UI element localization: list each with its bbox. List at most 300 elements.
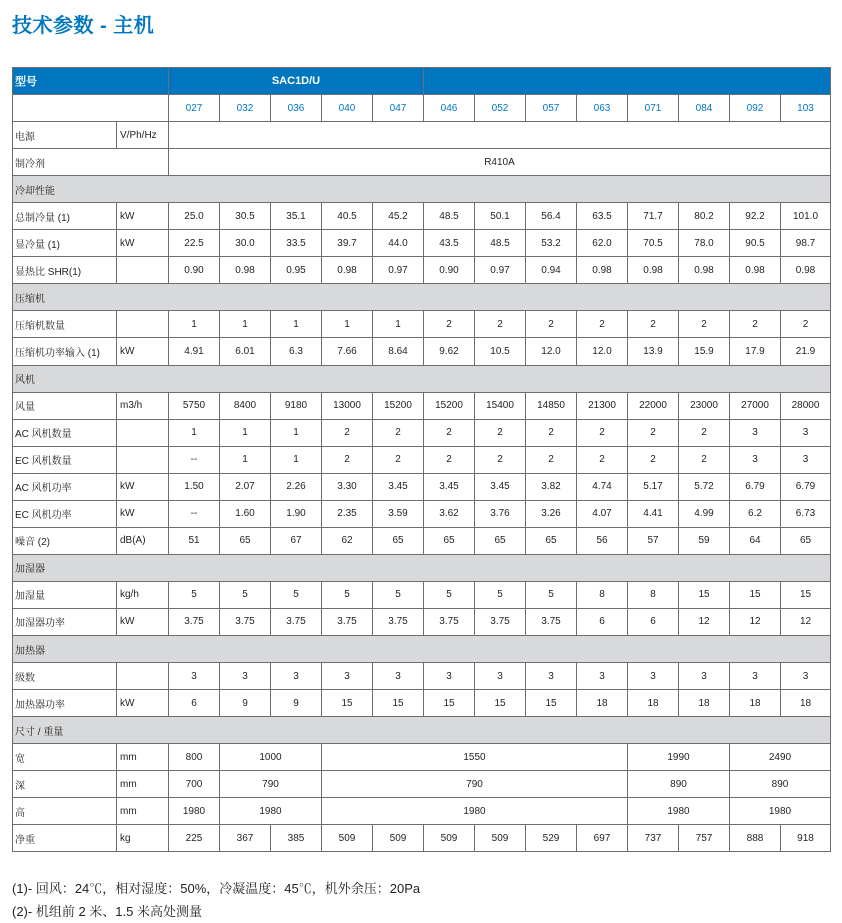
value-cell: 0.94 [526,257,577,284]
value-cell: 6.2 [730,500,781,527]
value-cell: 3.75 [271,608,322,635]
table-row-humidifier_capacity [13,581,831,608]
value-cell: 2 [373,446,424,473]
value-cell: 3 [730,446,781,473]
value-cell: 4.99 [679,500,730,527]
value-cell: 1 [169,419,220,446]
value-cell: 101.0 [781,203,831,230]
row-unit: mm [117,798,169,825]
value-cell: 2 [628,446,679,473]
value-cell: 3.75 [424,608,475,635]
value-cell: 9 [271,690,322,717]
value-cell: 4.07 [577,500,628,527]
value-cell: 18 [730,690,781,717]
series-label-blank [424,68,831,95]
value-cell: 33.5 [271,230,322,257]
table-row-ec_fan_power [13,500,831,527]
value-cell: 5750 [169,392,220,419]
value-cell: 39.7 [322,230,373,257]
value-cell: 98.7 [781,230,831,257]
row-label: 噪音 (2) [13,527,117,554]
value-cell: 2 [322,446,373,473]
model-number: 063 [577,95,628,122]
value-cell: 5.72 [679,473,730,500]
value-cell: 65 [424,527,475,554]
value-cell: 22.5 [169,230,220,257]
value-cell: 0.95 [271,257,322,284]
value-cell: 0.98 [577,257,628,284]
value-cell: 1550 [322,744,628,771]
section-title: 压缩机 [13,284,831,311]
value-cell: 3 [781,663,831,690]
value-cell: 1980 [220,798,322,825]
value-cell: 3 [271,663,322,690]
model-label: 型号 [13,68,169,95]
value-cell: 2 [679,419,730,446]
value-cell: 10.5 [475,338,526,365]
value-cell: 15 [781,581,831,608]
row-label: 加湿量 [13,581,117,608]
value-cell: 5.17 [628,473,679,500]
value-cell: 6 [577,608,628,635]
value-cell: 43.5 [424,230,475,257]
value-cell: 4.41 [628,500,679,527]
footnotes [12,877,420,923]
section-row-humidifier [13,554,831,581]
value-cell: 9 [220,690,271,717]
value-cell: 25.0 [169,203,220,230]
value-cell: 2 [781,311,831,338]
row-unit: mm [117,744,169,771]
value-cell: 509 [373,825,424,852]
spec-table [12,67,831,852]
value-cell: 5 [526,581,577,608]
value-cell: 14850 [526,392,577,419]
row-unit [117,663,169,690]
row-label: EC 风机数量 [13,446,117,473]
row-label: 风量 [13,392,117,419]
value-cell: 0.90 [169,257,220,284]
value-cell: 57 [628,527,679,554]
value-cell: 44.0 [373,230,424,257]
value-cell: 0.97 [475,257,526,284]
value-cell: 2 [577,419,628,446]
value-cell: 5 [169,581,220,608]
value-cell: 2 [322,419,373,446]
value-cell: 3 [781,446,831,473]
row-label: 加湿器功率 [13,608,117,635]
value-cell: 790 [220,771,322,798]
value-cell: 17.9 [730,338,781,365]
row-label: EC 风机功率 [13,500,117,527]
row-unit: m3/h [117,392,169,419]
table-row-airflow [13,392,831,419]
value-cell: 3.62 [424,500,475,527]
value-cell: 48.5 [424,203,475,230]
value-cell: 40.5 [322,203,373,230]
row-label: 加热器功率 [13,690,117,717]
value-cell: 3 [169,663,220,690]
footnote-2: (2)- 机组前 2 米、1.5 米高处测量 [12,904,202,919]
row-unit: kW [117,338,169,365]
value-cell: 1.90 [271,500,322,527]
value-cell: 64 [730,527,781,554]
table-row-shr [13,257,831,284]
value-cell: 0.97 [373,257,424,284]
value-cell: 225 [169,825,220,852]
value-cell: 15 [679,581,730,608]
value-cell: 918 [781,825,831,852]
value-cell: 80.2 [679,203,730,230]
value-cell: 4.91 [169,338,220,365]
value-cell: 1990 [628,744,730,771]
row-label: 总制冷量 (1) [13,203,117,230]
value-cell: 3.75 [220,608,271,635]
value-cell: -- [169,500,220,527]
footnote-1: (1)- 回风：24℃，相对湿度：50%，冷凝温度：45℃，机外余压：20Pa [12,881,421,896]
value-cell: 2 [628,311,679,338]
value-cell: 22000 [628,392,679,419]
section-title: 风机 [13,365,831,392]
value-cell: 63.5 [577,203,628,230]
value-cell: 8400 [220,392,271,419]
value-cell: 30.0 [220,230,271,257]
value-cell: 12.0 [526,338,577,365]
value-cell: 2 [475,419,526,446]
value-cell: 5 [424,581,475,608]
value-cell: 2 [628,419,679,446]
value-cell: 65 [220,527,271,554]
row-label: 级数 [13,663,117,690]
value-cell: 78.0 [679,230,730,257]
value-cell: 5 [271,581,322,608]
value-cell: 6 [169,690,220,717]
value-cell: -- [169,446,220,473]
section-row-fan [13,365,831,392]
value-cell: 3 [220,663,271,690]
row-unit: kW [117,608,169,635]
value-cell: 23000 [679,392,730,419]
value-cell: 18 [628,690,679,717]
section-title: 尺寸 / 重量 [13,717,831,744]
value-cell: 1.60 [220,500,271,527]
value-cell: 12 [679,608,730,635]
value-cell: 2 [577,311,628,338]
row-unit [117,446,169,473]
table-row-heater_stages [13,663,831,690]
value-cell: 12.0 [577,338,628,365]
value-cell: 13.9 [628,338,679,365]
value-cell: 3.82 [526,473,577,500]
value-cell: 3 [577,663,628,690]
value-cell: 65 [781,527,831,554]
table-row-net_weight [13,825,831,852]
value-cell: 757 [679,825,730,852]
value-cell: 56.4 [526,203,577,230]
model-number: 040 [322,95,373,122]
value-cell: 1980 [169,798,220,825]
value-cell: 62.0 [577,230,628,257]
model-number: 103 [781,95,831,122]
value-cell: 700 [169,771,220,798]
value-cell: 1 [220,311,271,338]
value-cell: 5 [322,581,373,608]
value-cell: 9.62 [424,338,475,365]
model-number: 036 [271,95,322,122]
table-row-refrigerant [13,149,831,176]
value-cell: 2 [526,419,577,446]
value-cell: 18 [781,690,831,717]
value-cell: 3 [628,663,679,690]
value-cell: 2 [526,311,577,338]
model-spacer [13,95,169,122]
value-cell: 509 [475,825,526,852]
value-cell: 90.5 [730,230,781,257]
value-cell: 8 [628,581,679,608]
row-unit: kW [117,230,169,257]
table-row-humidifier_power [13,608,831,635]
row-label: 压缩机数量 [13,311,117,338]
value-cell: 3 [475,663,526,690]
value-cell: 737 [628,825,679,852]
value-cell: 0.98 [628,257,679,284]
value-cell [169,122,831,149]
value-cell: 385 [271,825,322,852]
value-cell: 0.98 [781,257,831,284]
value-cell: 35.1 [271,203,322,230]
value-cell: 3 [781,419,831,446]
table-row-ac_fan_power [13,473,831,500]
value-cell: 2 [373,419,424,446]
value-cell: 3.45 [424,473,475,500]
value-cell: 3.75 [169,608,220,635]
value-cell: 2 [424,419,475,446]
row-unit: kg/h [117,581,169,608]
value-cell: 0.98 [322,257,373,284]
value-cell: 1 [271,446,322,473]
value-cell: 13000 [322,392,373,419]
value-cell: 15 [424,690,475,717]
value-cell: 2.26 [271,473,322,500]
value-cell: 1980 [628,798,730,825]
row-unit: kW [117,500,169,527]
row-label: 深 [13,771,117,798]
table-row-ec_fan_count [13,446,831,473]
section-title: 加热器 [13,635,831,662]
table-row-power-supply [13,122,831,149]
value-cell: 5 [220,581,271,608]
value-cell: 2490 [730,744,831,771]
row-unit: V/Ph/Hz [117,122,169,149]
value-cell: 3 [424,663,475,690]
value-cell: 2.07 [220,473,271,500]
value-cell: 3.75 [373,608,424,635]
row-label: 电源 [13,122,117,149]
value-cell: 2 [526,446,577,473]
value-cell: 51 [169,527,220,554]
row-label: 高 [13,798,117,825]
value-cell: 2 [679,446,730,473]
value-cell: 53.2 [526,230,577,257]
value-cell: 3.76 [475,500,526,527]
value-cell: 1 [322,311,373,338]
value-cell: 15.9 [679,338,730,365]
value-cell: 0.98 [730,257,781,284]
value-cell: 3 [526,663,577,690]
row-label: 宽 [13,744,117,771]
row-label: 显热比 SHR(1) [13,257,117,284]
section-row-heater [13,635,831,662]
header-row [13,68,831,95]
value-cell: 800 [169,744,220,771]
value-cell: 890 [628,771,730,798]
value-cell: 3.75 [526,608,577,635]
value-cell: 27000 [730,392,781,419]
table-row-sensible_cooling [13,230,831,257]
value-cell: 3.45 [373,473,424,500]
value-cell: 2 [424,311,475,338]
row-unit: mm [117,771,169,798]
value-cell: 15200 [424,392,475,419]
row-label: 制冷剂 [13,149,169,176]
value-cell: 67 [271,527,322,554]
value-cell: 509 [322,825,373,852]
table-row-depth [13,771,831,798]
value-cell: 1980 [322,798,628,825]
series-label: SAC1D/U [169,68,424,95]
value-cell: 367 [220,825,271,852]
value-cell: 18 [679,690,730,717]
model-number: 092 [730,95,781,122]
value-cell: 50.1 [475,203,526,230]
value-cell: 3.45 [475,473,526,500]
row-unit: kW [117,203,169,230]
value-cell: 15 [322,690,373,717]
section-row-compressor [13,284,831,311]
value-cell: 71.7 [628,203,679,230]
value-cell: 1 [169,311,220,338]
value-cell: 790 [322,771,628,798]
table-row-compressor_power [13,338,831,365]
value-cell: 28000 [781,392,831,419]
value-cell: 6.79 [730,473,781,500]
value-cell: 30.5 [220,203,271,230]
section-row-dimensions [13,717,831,744]
value-cell: 62 [322,527,373,554]
value-cell: 70.5 [628,230,679,257]
section-row-cooling [13,176,831,203]
value-cell: 15200 [373,392,424,419]
table-row-height [13,798,831,825]
value-cell: 3 [730,663,781,690]
model-number: 027 [169,95,220,122]
row-label: AC 风机数量 [13,419,117,446]
value-cell: 3 [730,419,781,446]
value-cell: 6.01 [220,338,271,365]
value-cell: 15 [730,581,781,608]
value-cell: 509 [424,825,475,852]
value-cell: 12 [781,608,831,635]
section-title: 加湿器 [13,554,831,581]
value-cell: 9180 [271,392,322,419]
value-cell: 15 [526,690,577,717]
value-cell: 2 [424,446,475,473]
value-cell: 21.9 [781,338,831,365]
row-label: 显冷量 (1) [13,230,117,257]
value-cell: 92.2 [730,203,781,230]
value-cell: 15 [373,690,424,717]
value-cell: 45.2 [373,203,424,230]
value-cell: 3.75 [322,608,373,635]
value-cell: 15400 [475,392,526,419]
value-cell: 4.74 [577,473,628,500]
value-cell: 1 [271,311,322,338]
value-cell: 529 [526,825,577,852]
page-title: 技术参数 - 主机 [12,15,155,37]
value-cell: 3 [373,663,424,690]
value-cell: 59 [679,527,730,554]
model-number: 071 [628,95,679,122]
value-cell: 12 [730,608,781,635]
value-cell: 3.59 [373,500,424,527]
row-label: AC 风机功率 [13,473,117,500]
value-cell: 888 [730,825,781,852]
value-cell: 3.26 [526,500,577,527]
row-unit: dB(A) [117,527,169,554]
model-number: 046 [424,95,475,122]
row-unit [117,419,169,446]
value-cell: 3 [322,663,373,690]
value-cell: 1.50 [169,473,220,500]
table-row-total_cooling [13,203,831,230]
value-cell: 0.98 [220,257,271,284]
value-cell: 2 [679,311,730,338]
model-number: 047 [373,95,424,122]
value-cell: 6 [628,608,679,635]
value-cell: 15 [475,690,526,717]
table-row-width [13,744,831,771]
value-cell: 6.73 [781,500,831,527]
value-cell: 18 [577,690,628,717]
value-cell: 65 [475,527,526,554]
value-cell: 8.64 [373,338,424,365]
model-number: 032 [220,95,271,122]
value-cell: 1 [220,446,271,473]
value-cell: 5 [373,581,424,608]
value-cell: 21300 [577,392,628,419]
model-number: 084 [679,95,730,122]
value-cell: 1000 [220,744,322,771]
value-cell: 7.66 [322,338,373,365]
table-row-ac_fan_count [13,419,831,446]
value-cell: 1980 [730,798,831,825]
value-cell: 0.90 [424,257,475,284]
value-cell: 890 [730,771,831,798]
value-cell: 65 [373,527,424,554]
value-cell: 2.35 [322,500,373,527]
table-row-heater_power [13,690,831,717]
value-cell: 6.79 [781,473,831,500]
model-number: 052 [475,95,526,122]
value-cell: 3.75 [475,608,526,635]
value-cell: 3.30 [322,473,373,500]
value-cell: 697 [577,825,628,852]
model-numbers-row [13,95,831,122]
section-title: 冷却性能 [13,176,831,203]
table-row-compressor_count [13,311,831,338]
value-cell: 2 [475,311,526,338]
row-label: 压缩机功率输入 (1) [13,338,117,365]
